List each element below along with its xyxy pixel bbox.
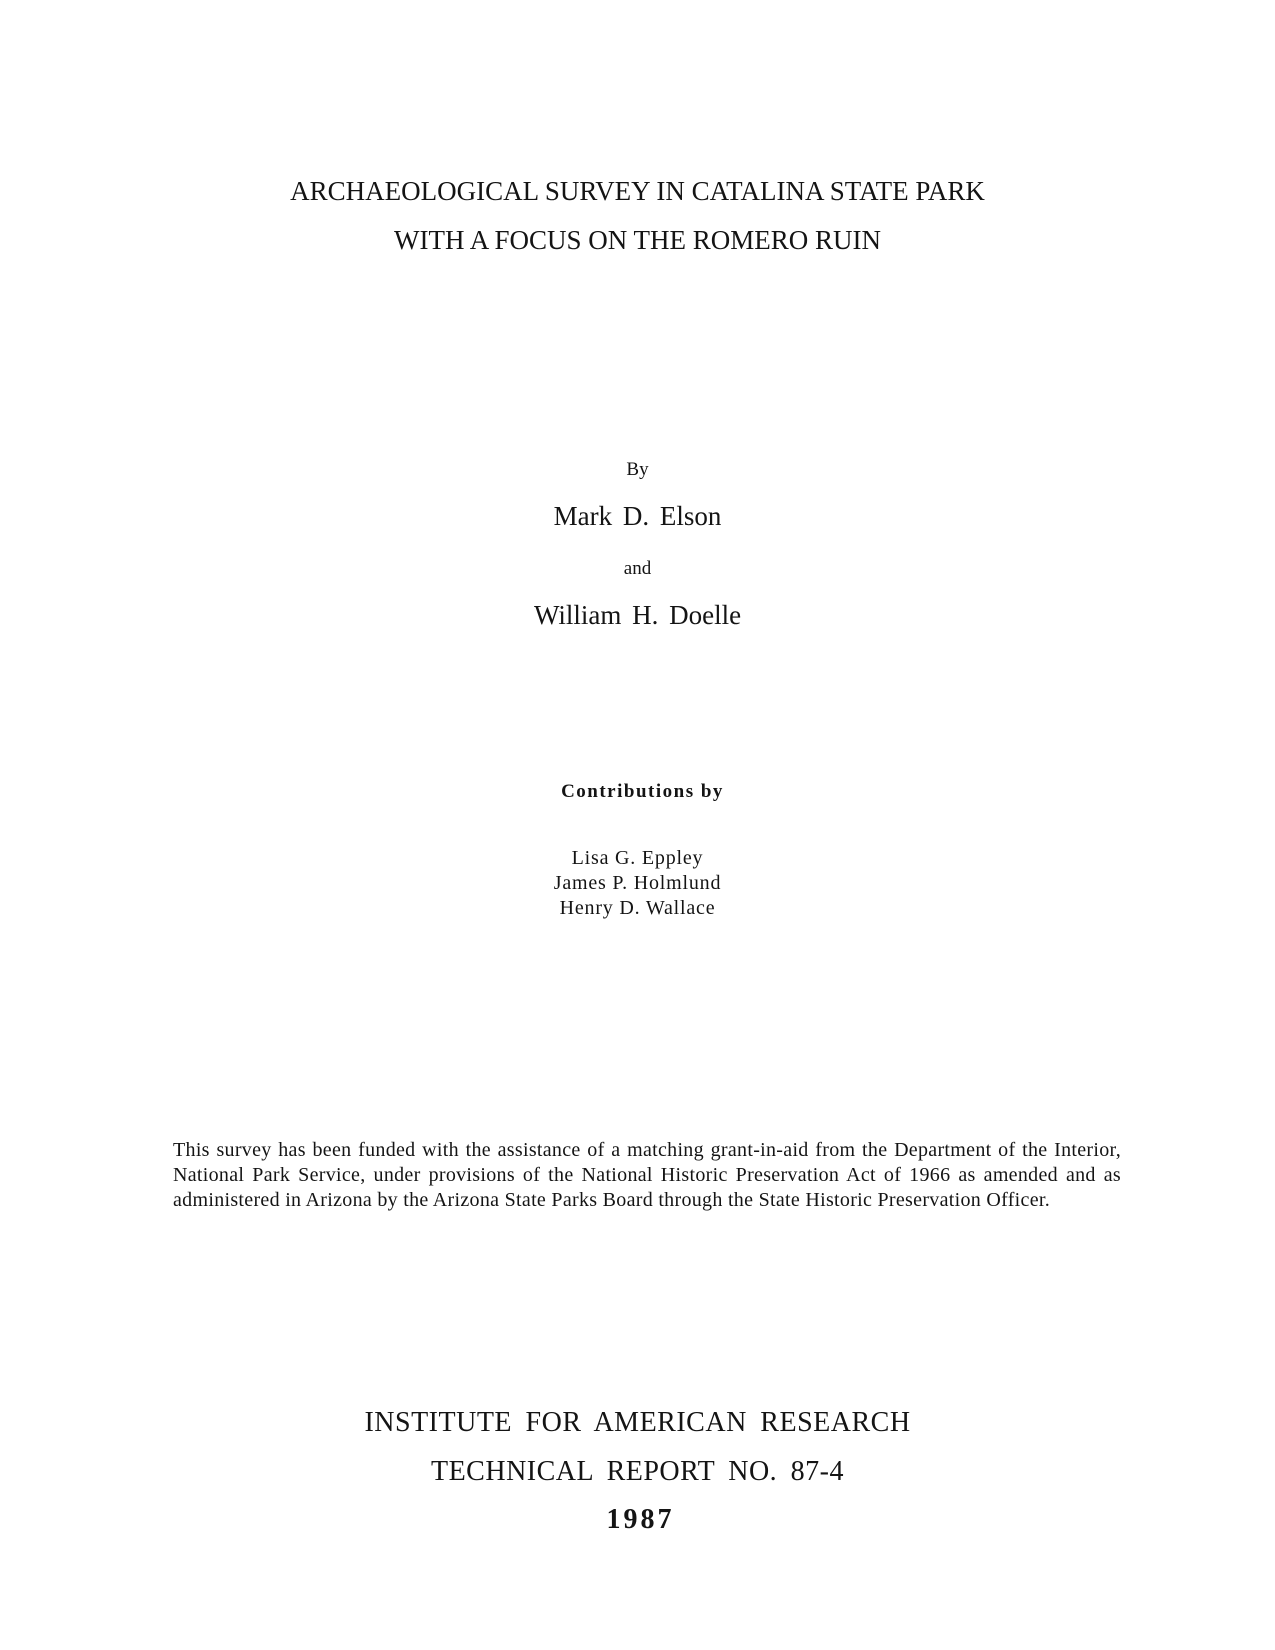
funding-statement: This survey has been funded with the assistance of a matching grant-in-aid from the Department of the Interior, National Park Service, under provisions of the National Historic Preservation Act of 1966 as amended and as administered in Arizona by the Arizona State Parks Board through the State Historic Preservation Officer. xyxy=(173,1139,1121,1211)
author-2: William H. Doelle xyxy=(533,600,742,630)
contributor-name: James P. Holmlund xyxy=(553,872,722,894)
institute-name: INSTITUTE FOR AMERICAN RESEARCH xyxy=(364,1407,911,1438)
title-line-1: ARCHAEOLOGICAL SURVEY IN CATALINA STATE PARK xyxy=(290,176,985,206)
publication-year: 1987 xyxy=(606,1504,675,1535)
author-1: Mark D. Elson xyxy=(553,501,722,531)
contributions-heading: Contributions by xyxy=(561,781,724,802)
by-label: By xyxy=(626,459,649,480)
contributor-name: Lisa G. Eppley xyxy=(571,847,704,869)
title-line-2: WITH A FOCUS ON THE ROMERO RUIN xyxy=(393,225,882,255)
and-label: and xyxy=(623,558,652,579)
contributor-name: Henry D. Wallace xyxy=(559,897,716,919)
report-number: TECHNICAL REPORT NO. 87-4 xyxy=(430,1456,845,1487)
contributors-list xyxy=(0,846,1275,921)
